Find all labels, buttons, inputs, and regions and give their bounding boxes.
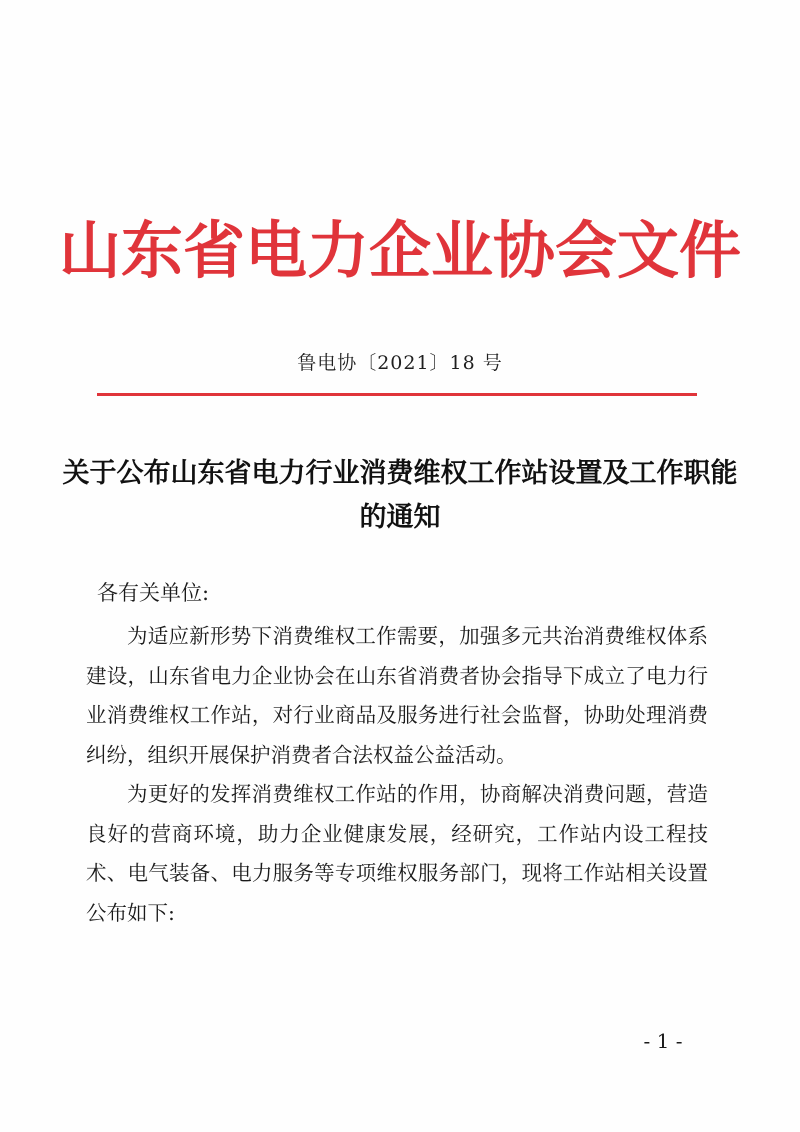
document-header-title: 山东省电力企业协会文件	[58, 214, 741, 287]
notice-title: 关于公布山东省电力行业消费维权工作站设置及工作职能的通知	[62, 458, 738, 533]
document-number: 鲁电协〔2021〕18 号	[297, 352, 503, 374]
header-divider	[97, 393, 697, 396]
body-paragraph: 为适应新形势下消费维权工作需要，加强多元共治消费维权体系建设，山东省电力企业协会在山东省消费者协会指导下成立了电力行业消费维权工作站，对行业商品及服务进行社会监督，协助处理消费纠纷，组织开展保护消费者合法权益公益活动。	[86, 624, 708, 767]
page-number: - 1 -	[643, 1029, 683, 1053]
salutation: 各有关单位:	[97, 581, 210, 605]
body-paragraph: 为更好的发挥消费维权工作站的作用，协商解决消费问题，营造良好的营商环境，助力企业健康发展，经研究，工作站内设工程技术、电气装备、电力服务等专项维权服务部门，现将工作站相关设置公布如下:	[86, 782, 708, 925]
